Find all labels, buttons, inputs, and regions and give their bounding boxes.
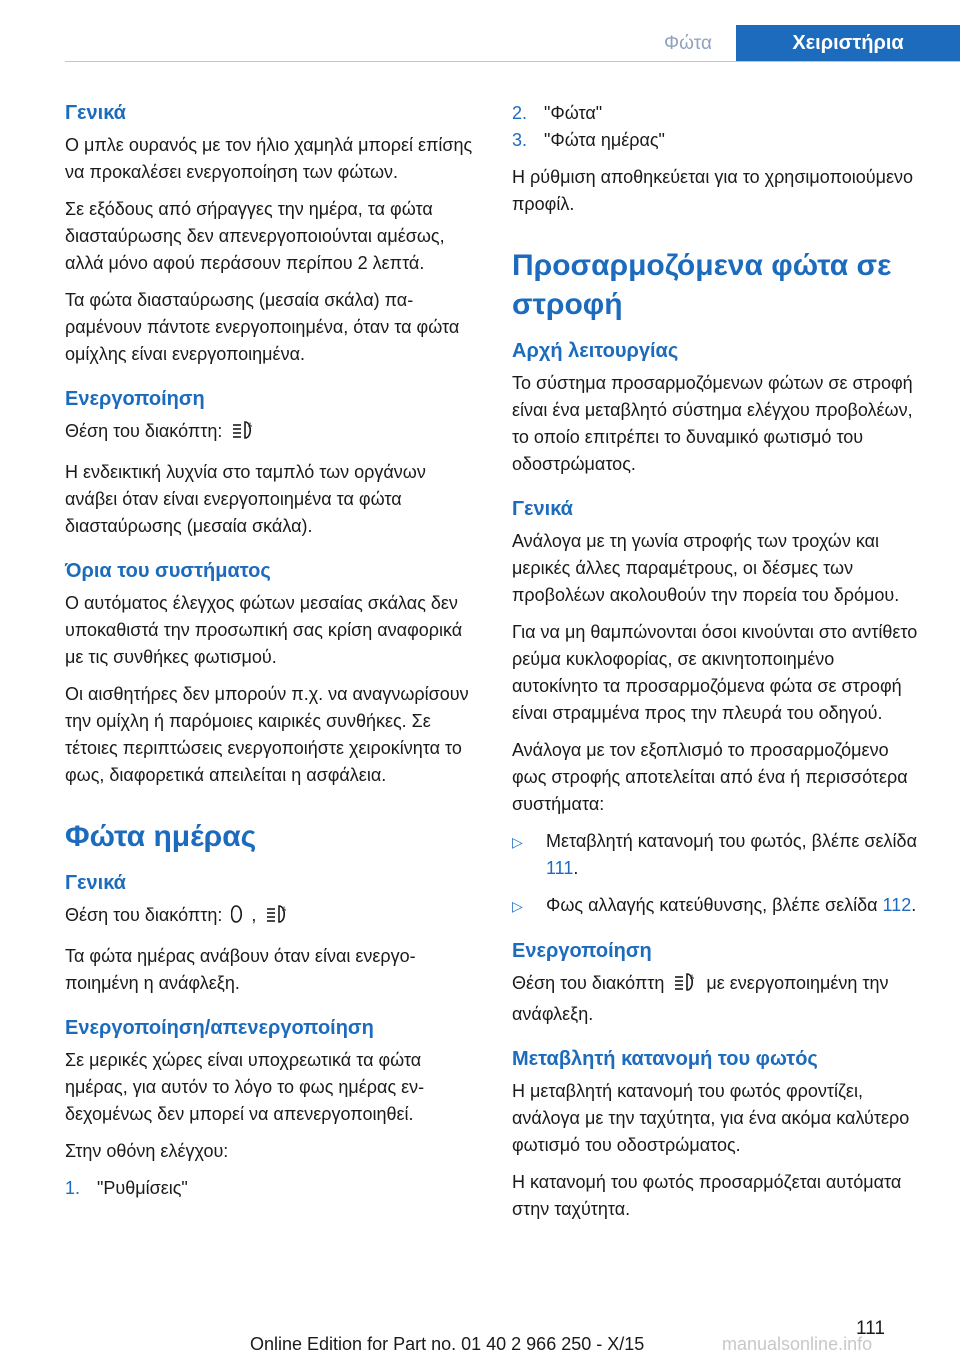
switch-position-label: Θέση του διακόπτη: (65, 905, 223, 925)
auto-headlight-icon (231, 419, 255, 449)
header-chapter-tab[interactable]: Χειριστήρια (736, 25, 960, 61)
steps-list (65, 1175, 477, 1202)
paragraph: Τα φώτα διασταύρωσης (μεσαία σκάλα) παραμένουν πάντοτε ενεργοποιημένα, όταν τα φώτα ομίχλης είναι ενεργοποιημένα. (65, 290, 460, 364)
svg-text:A: A (690, 975, 695, 981)
paragraph: Σε εξόδους από σήραγγες την ημέρα, τα φώτα διασταύρωσης δεν απενεργοποιούνται αμέσως, αλλά μόνο αφού περάσουν περίπου 2 λεπτά. (65, 199, 445, 273)
paragraph: Ο αυτόματος έλεγχος φώτων μεσαίας σκάλας δεν υποκαθιστά την προσωπική σας κρίση αναφορικά με τις συνθήκες φωτισμού. (65, 593, 463, 667)
heading-adaptive-lights: Προσαρμοζόμενα φώτα σε στροφή (512, 249, 892, 321)
header-section-title: Φώτα (664, 33, 712, 54)
auto-headlight-icon (265, 903, 289, 933)
paragraph: Η μεταβλητή κατανομή του φωτός φροντίζει, ανάλογα με την ταχύτητα, για ένα ακόμα καλύτερο φωτισμό του οδοστρώματος. (512, 1081, 910, 1155)
paragraph: Ανάλογα με τον εξοπλισμό το προσαρμοζόμενο φως στροφής αποτελείται από ένα ή περισσότερα συστήματα: (512, 740, 908, 814)
step-text: "Φώτα" (544, 103, 603, 123)
bullet-arrow-icon: ▷ (512, 898, 523, 914)
bullet-text: Φως αλλαγής κατεύθυνσης, βλέπε σελίδα (546, 895, 878, 915)
paragraph: Ο μπλε ουρανός με τον ήλιο χαμηλά μπορεί επίσης να προκαλέσει ενεργοποίηση των φώτων. (65, 135, 473, 182)
paragraph: Για να μη θαμπώνονται όσοι κινούνται στο αντίθετο ρεύμα κυκλοφορίας, σε ακινητοποιημένο αυτοκίνητο τα προσαρμοζόμενα φώτα σε στροφή είναι στραμμένα προς την πλευρά του οδηγού. (512, 622, 918, 723)
switch-position-suffix: με ενεργοποιημένη την ανάφλεξη. (512, 973, 889, 1024)
edition-note: Online Edition for Part no. 01 40 2 966 250 - X/15 (250, 1334, 645, 1354)
step-number: 3. (512, 130, 528, 150)
list-item (65, 1175, 477, 1202)
list-item: ▷ Φως αλλαγής κατεύθυνσης, βλέπε σελίδα 112. (512, 892, 924, 920)
bullet-list (512, 828, 924, 920)
paragraph: Η ενδεικτική λυχνία στο ταμπλό των οργάνων ανάβει όταν είναι ενεργοποιημένα τα φώτα διασταύρωσης (μεσαία σκάλα). (65, 462, 426, 536)
left-column (65, 100, 477, 1212)
auto-headlight-icon (673, 971, 697, 1001)
steps-list (512, 100, 924, 154)
heading-general: Γενικά (512, 498, 573, 520)
paragraph: Οι αισθητήρες δεν μπορούν π.χ. να αναγνωρίσουν την ομίχλη ή παρόμοιες καιρικές συνθήκες. Σε τέτοιες περιπτώσεις ενεργοποιήστε χειροκίνητα το φως, διαφορετικά απειλείται η ασφάλεια. (65, 684, 469, 785)
list-item: ▷ Μεταβλητή κατανομή του φωτός, βλέπε σελίδα 111. (512, 828, 924, 882)
paragraph: Ανάλογα με τη γωνία στροφής των τροχών και μερικές άλλες παραμέτρους, οι δέσμες των προβολέων ακολουθούν την πορεία του δρόμου. (512, 531, 900, 605)
step-text: "Ρυθμίσεις" (97, 1178, 188, 1198)
switch-position-paragraph (512, 970, 924, 1028)
heading-variable-light: Μεταβλητή κατανομή του φωτός (512, 1048, 818, 1070)
step-text: "Φώτα ημέρας" (544, 130, 665, 150)
heading-principle: Αρχή λειτουργίας (512, 340, 679, 362)
list-item (512, 100, 924, 127)
bullet-arrow-icon: ▷ (512, 834, 523, 850)
step-number: 1. (65, 1178, 81, 1198)
switch-position-paragraph (65, 418, 477, 449)
light-off-icon (231, 903, 247, 933)
heading-on-off: Ενεργοποίηση/απενεργοποίηση (65, 1017, 374, 1039)
paragraph: Στην οθόνη ελέγχου: (65, 1141, 229, 1161)
paragraph: Η ρύθμιση αποθηκεύεται για το χρησιμοποιούμενο προφίλ. (512, 167, 913, 214)
right-column (512, 100, 924, 1233)
svg-text:A: A (248, 423, 253, 429)
heading-activation: Ενεργοποίηση (65, 388, 205, 410)
switch-position-label: Θέση του διακόπτη: (65, 421, 223, 441)
heading-activation: Ενεργοποίηση (512, 940, 652, 962)
switch-position-paragraph (65, 902, 477, 933)
step-number: 2. (512, 103, 528, 123)
list-item (512, 127, 924, 154)
svg-text:A: A (282, 907, 287, 913)
page-reference-link[interactable]: 112 (882, 895, 912, 915)
bullet-text: Μεταβλητή κατανομή του φωτός, βλέπε σελίδα (546, 831, 917, 851)
separator: , (251, 905, 257, 925)
page-reference-link[interactable]: 111 (546, 858, 574, 878)
heading-system-limits: Όρια του συστήματος (65, 560, 271, 582)
heading-general: Γενικά (65, 102, 126, 124)
paragraph: Το σύστημα προσαρμοζόμενων φώτων σε στροφή είναι ένα μεταβλητό σύστημα ελέγχου προβολέων, το οποίο επιτρέπει το δυναμικό φωτισμό του οδοστρώματος. (512, 373, 913, 474)
header-rule (65, 61, 960, 62)
paragraph: Τα φώτα ημέρας ανάβουν όταν είναι ενεργοποιημένη η ανάφλεξη. (65, 946, 416, 993)
paragraph: Σε μερικές χώρες είναι υποχρεωτικά τα φώτα ημέρας, για αυτόν το λόγο το φως ημέρας ενδεχομένως δεν μπορεί να απενεργοποιηθεί. (65, 1050, 425, 1124)
page-number: 111 (856, 1318, 885, 1339)
watermark: manualsonline.info (722, 1334, 873, 1354)
switch-position-label: Θέση του διακόπτη (512, 973, 665, 993)
heading-daytime-lights: Φώτα ημέρας (65, 820, 257, 853)
paragraph: Η κατανομή του φωτός προσαρμόζεται αυτόματα στην ταχύτητα. (512, 1172, 902, 1219)
heading-general: Γενικά (65, 872, 126, 894)
